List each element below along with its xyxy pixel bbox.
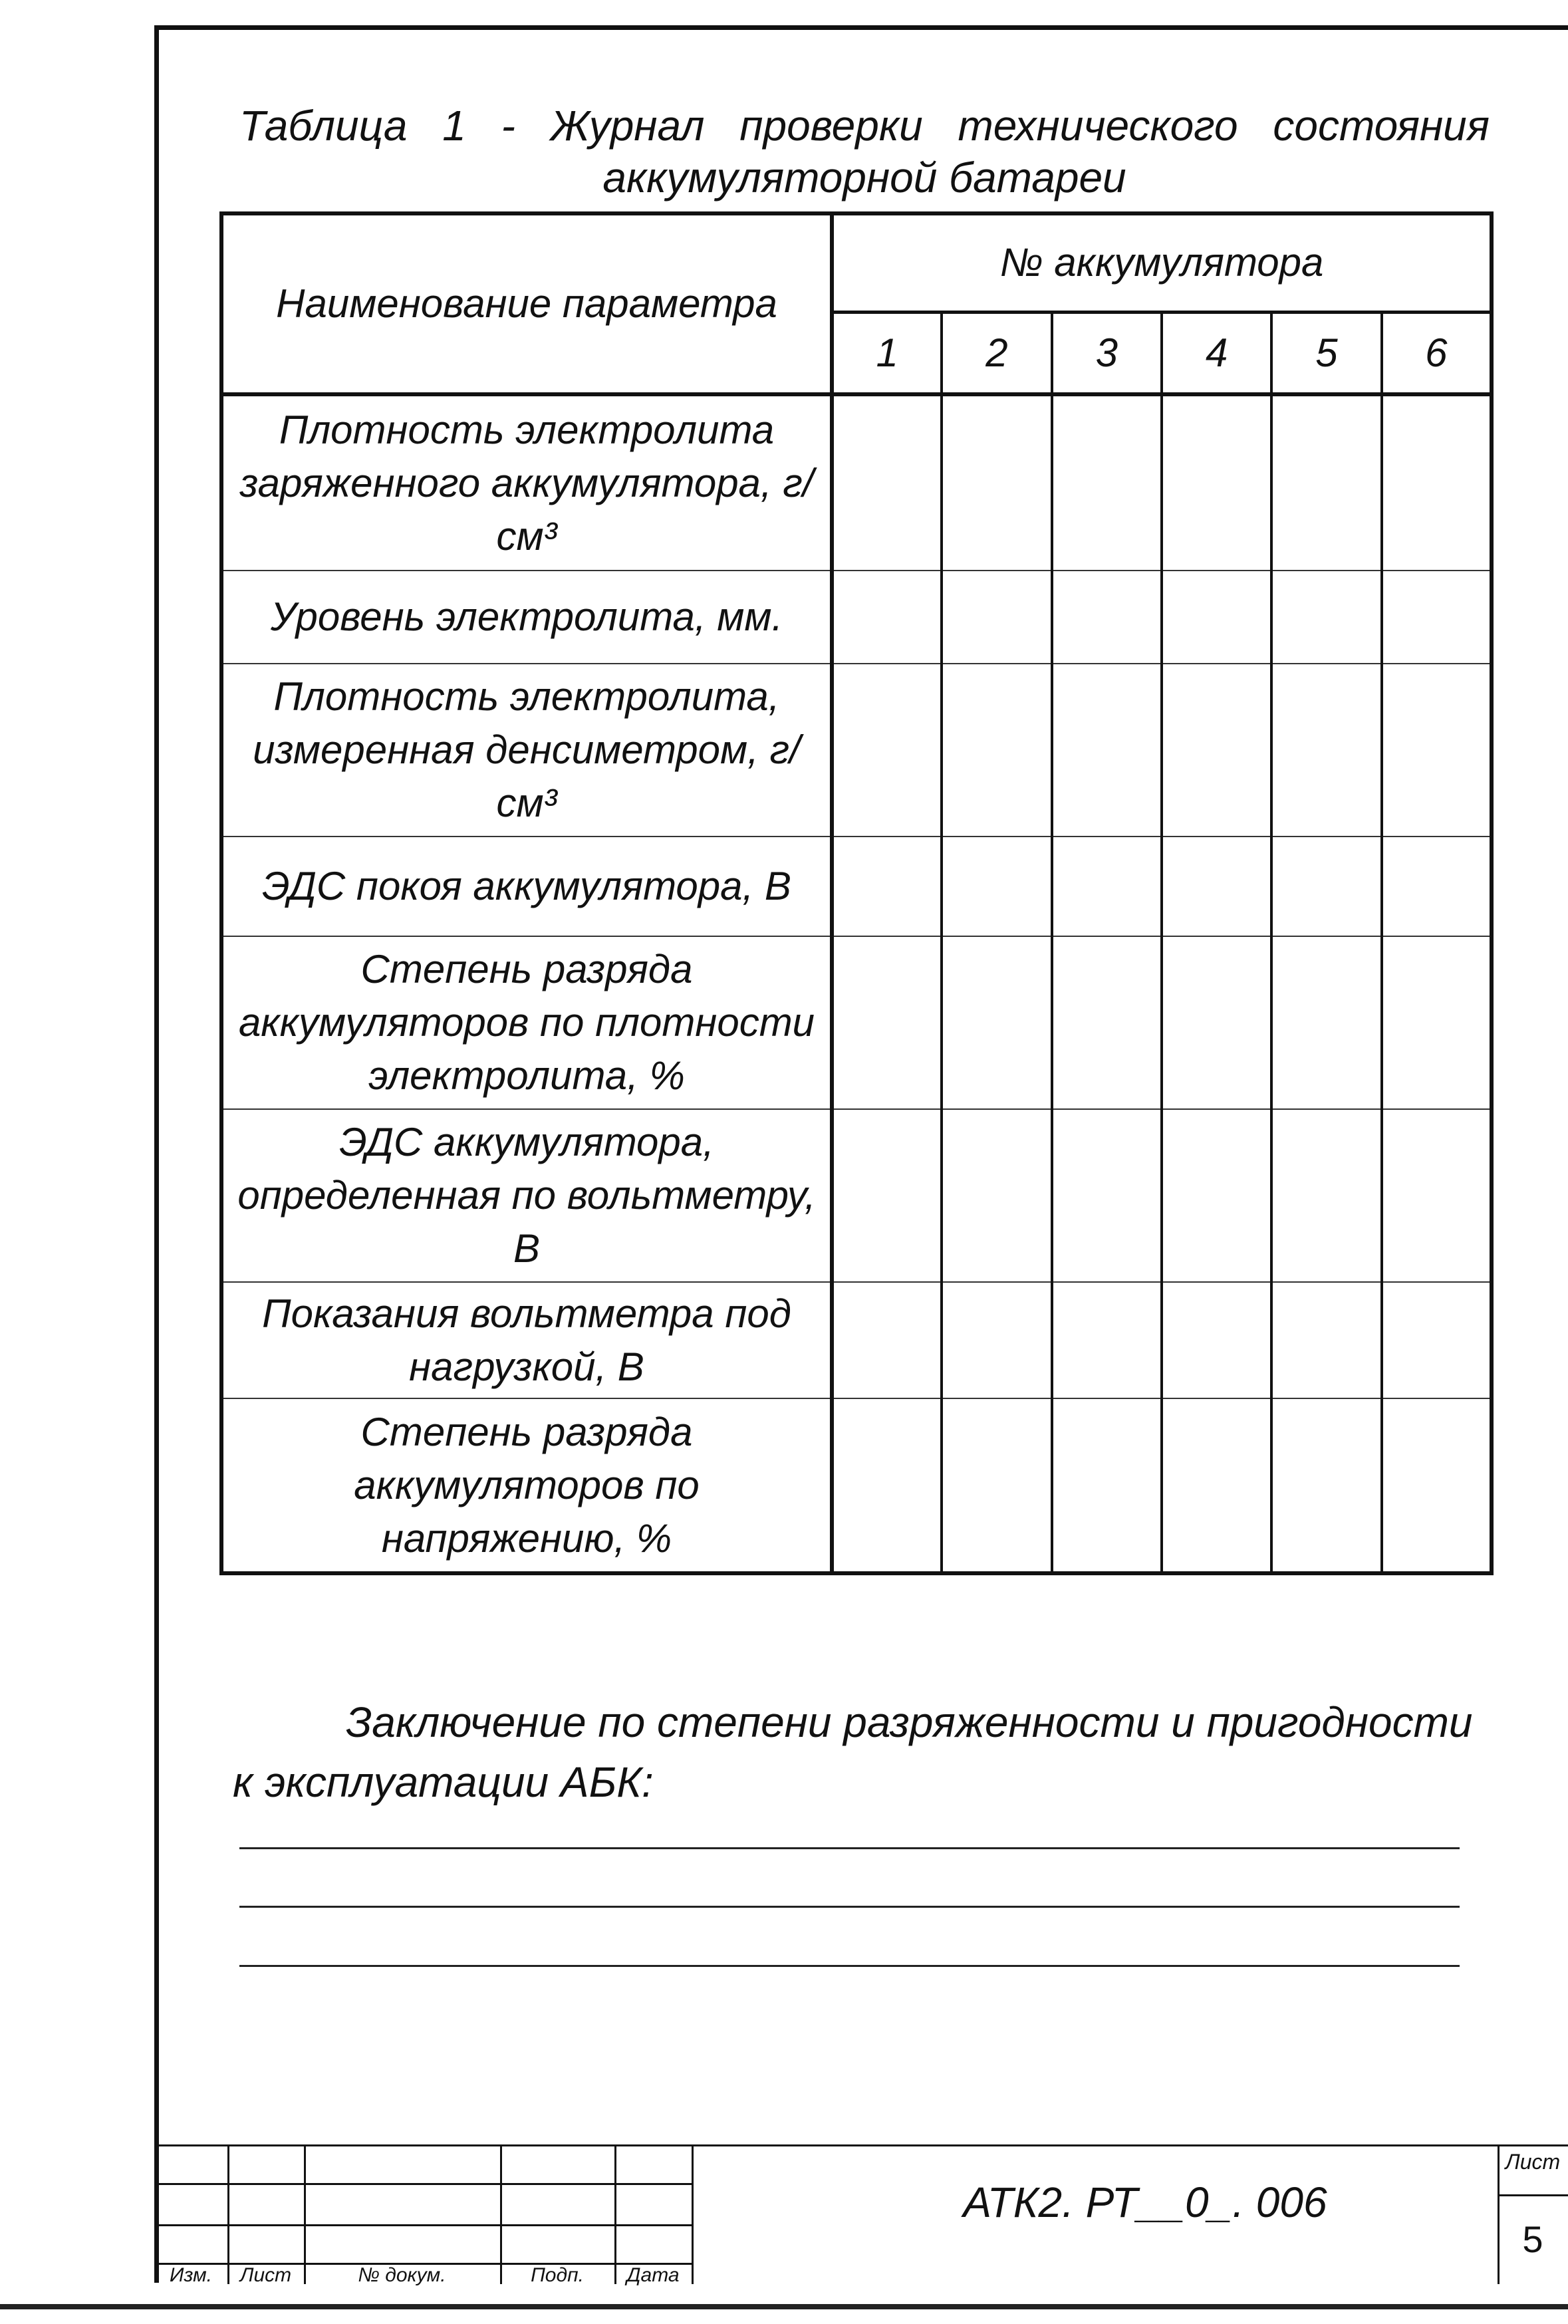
stamp-column-line bbox=[500, 2144, 502, 2284]
document-number: АТК2. РТ__0_. 006 bbox=[963, 2178, 1327, 2226]
battery-column-header: 2 bbox=[942, 312, 1051, 394]
stamp-label-signature: Подп. bbox=[531, 2264, 584, 2286]
value-cell[interactable] bbox=[832, 394, 942, 571]
stamp-column-line bbox=[614, 2144, 616, 2284]
value-cell[interactable] bbox=[942, 394, 1051, 571]
battery-column-header: 1 bbox=[832, 312, 942, 394]
title-word: состояния bbox=[1273, 102, 1490, 150]
value-cell[interactable] bbox=[1271, 1398, 1381, 1573]
value-cell[interactable] bbox=[1162, 664, 1271, 837]
stamp-top-line bbox=[154, 2144, 1568, 2146]
battery-column-header: 6 bbox=[1382, 312, 1492, 394]
value-cell[interactable] bbox=[1271, 837, 1381, 936]
table-row bbox=[221, 1109, 1492, 1282]
value-cell[interactable] bbox=[1162, 1398, 1271, 1573]
value-cell[interactable] bbox=[832, 1398, 942, 1573]
table-row bbox=[221, 571, 1492, 664]
value-cell[interactable] bbox=[1162, 1282, 1271, 1398]
value-cell[interactable] bbox=[832, 571, 942, 664]
title-word: проверки bbox=[739, 102, 923, 150]
value-cell[interactable] bbox=[1162, 394, 1271, 571]
value-cell[interactable] bbox=[1162, 1109, 1271, 1282]
value-cell[interactable] bbox=[1162, 936, 1271, 1109]
stamp-label-doc-number: № докум. bbox=[358, 2264, 446, 2286]
table-row bbox=[221, 1282, 1492, 1398]
value-cell[interactable] bbox=[1382, 394, 1492, 571]
value-cell[interactable] bbox=[1052, 936, 1162, 1109]
table-row bbox=[221, 1398, 1492, 1573]
table-row bbox=[221, 664, 1492, 837]
value-cell[interactable] bbox=[1271, 571, 1381, 664]
title-block-stamp bbox=[154, 2144, 1568, 2284]
value-cell[interactable] bbox=[1271, 1109, 1381, 1282]
answer-line-1[interactable] bbox=[239, 1847, 1460, 1849]
title-word: - bbox=[501, 102, 515, 150]
page-bottom-rule bbox=[0, 2304, 1568, 2309]
row-parameter-name: ЭДС покоя аккумулятора, В bbox=[221, 837, 832, 936]
stamp-row-line bbox=[154, 2183, 692, 2185]
row-parameter-name: ЭДС аккумулятора, определенная по вольтметру, В bbox=[221, 1109, 832, 1282]
value-cell[interactable] bbox=[942, 1398, 1051, 1573]
table-row bbox=[221, 394, 1492, 571]
stamp-label-date: Дата bbox=[626, 2264, 680, 2286]
frame-left-border bbox=[154, 25, 159, 2283]
value-cell[interactable] bbox=[942, 936, 1051, 1109]
value-cell[interactable] bbox=[942, 664, 1051, 837]
value-cell[interactable] bbox=[1382, 1109, 1492, 1282]
value-cell[interactable] bbox=[1052, 664, 1162, 837]
row-parameter-name: Уровень электролита, мм. bbox=[221, 571, 832, 664]
table-row bbox=[221, 837, 1492, 936]
row-parameter-name: Степень разряда аккумуляторов по напряжению, % bbox=[221, 1398, 832, 1573]
value-cell[interactable] bbox=[1162, 571, 1271, 664]
row-parameter-name: Плотность электролита заряженного аккумулятора, г/см³ bbox=[221, 394, 832, 571]
title-word: 1 bbox=[442, 102, 466, 150]
title-word: Журнал bbox=[550, 102, 705, 150]
battery-column-header: 4 bbox=[1162, 312, 1271, 394]
title-line-1 bbox=[239, 100, 1490, 152]
value-cell[interactable] bbox=[832, 1282, 942, 1398]
title-word: Таблица bbox=[239, 102, 408, 150]
value-cell[interactable] bbox=[1052, 1398, 1162, 1573]
value-cell[interactable] bbox=[1162, 837, 1271, 936]
frame-top-border bbox=[154, 25, 1568, 30]
value-cell[interactable] bbox=[1052, 394, 1162, 571]
stamp-sheet-divider bbox=[1498, 2194, 1568, 2196]
sheet-label: Лист bbox=[1505, 2150, 1561, 2174]
sheet-number: 5 bbox=[1522, 2218, 1543, 2260]
conclusion-text: Заключение по степени разряженности и пригодности к эксплуатации АБК: bbox=[233, 1698, 1473, 1806]
value-cell[interactable] bbox=[1382, 837, 1492, 936]
row-parameter-name: Степень разряда аккумуляторов по плотности электролита, % bbox=[221, 936, 832, 1109]
battery-column-header: 3 bbox=[1052, 312, 1162, 394]
stamp-column-line bbox=[692, 2144, 694, 2284]
value-cell[interactable] bbox=[1382, 1282, 1492, 1398]
value-cell[interactable] bbox=[942, 571, 1051, 664]
stamp-column-line bbox=[227, 2144, 229, 2284]
battery-number-header: № аккумулятора bbox=[832, 213, 1492, 312]
value-cell[interactable] bbox=[1052, 1109, 1162, 1282]
stamp-label-change: Изм. bbox=[170, 2264, 212, 2286]
title-word: технического bbox=[958, 102, 1238, 150]
answer-line-2[interactable] bbox=[239, 1906, 1460, 1908]
value-cell[interactable] bbox=[942, 837, 1051, 936]
table-title bbox=[239, 100, 1490, 203]
value-cell[interactable] bbox=[1052, 571, 1162, 664]
value-cell[interactable] bbox=[1382, 664, 1492, 837]
value-cell[interactable] bbox=[832, 1109, 942, 1282]
row-parameter-name: Плотность электролита, измеренная денсиметром, г/см³ bbox=[221, 664, 832, 837]
conclusion-paragraph bbox=[233, 1692, 1483, 1812]
stamp-column-line bbox=[304, 2144, 306, 2284]
value-cell[interactable] bbox=[1382, 1398, 1492, 1573]
value-cell[interactable] bbox=[1271, 394, 1381, 571]
value-cell[interactable] bbox=[1271, 664, 1381, 837]
value-cell[interactable] bbox=[1271, 1282, 1381, 1398]
answer-line-3[interactable] bbox=[239, 1965, 1460, 1967]
value-cell[interactable] bbox=[832, 664, 942, 837]
param-header: Наименование параметра bbox=[221, 213, 832, 394]
value-cell[interactable] bbox=[942, 1109, 1051, 1282]
value-cell[interactable] bbox=[1052, 837, 1162, 936]
value-cell[interactable] bbox=[1382, 571, 1492, 664]
value-cell[interactable] bbox=[832, 936, 942, 1109]
inspection-journal-table bbox=[219, 211, 1494, 1575]
title-line-2: аккумуляторной батареи bbox=[602, 154, 1126, 201]
value-cell[interactable] bbox=[1271, 936, 1381, 1109]
value-cell[interactable] bbox=[1052, 1282, 1162, 1398]
value-cell[interactable] bbox=[1382, 936, 1492, 1109]
stamp-label-sheet: Лист bbox=[239, 2264, 292, 2286]
stamp-row-line bbox=[154, 2224, 692, 2226]
battery-column-header: 5 bbox=[1271, 312, 1381, 394]
row-parameter-name: Показания вольтметра под нагрузкой, В bbox=[221, 1282, 832, 1398]
value-cell[interactable] bbox=[942, 1282, 1051, 1398]
table-row bbox=[221, 936, 1492, 1109]
value-cell[interactable] bbox=[832, 837, 942, 936]
